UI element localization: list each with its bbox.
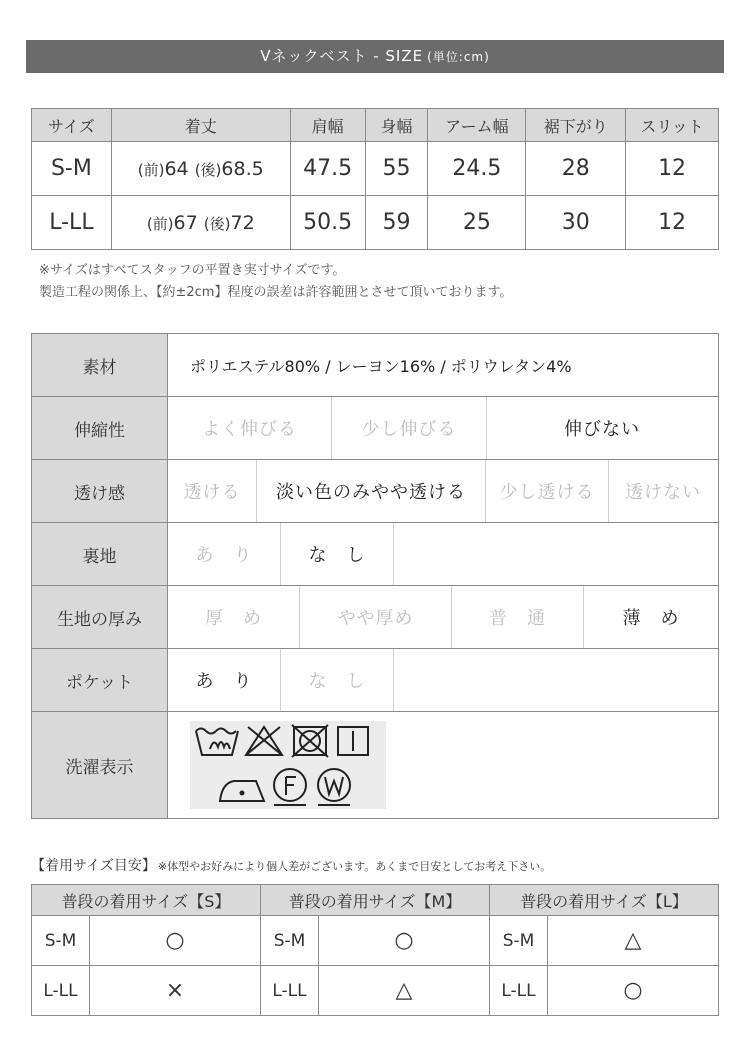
arm-cell: 24.5 xyxy=(428,142,526,196)
material-label: 素材 xyxy=(32,334,168,397)
fit-mark: ○ xyxy=(548,966,719,1016)
stretch-option-slight: 少し伸びる xyxy=(332,397,487,459)
fit-mark: × xyxy=(90,966,261,1016)
fit-mark: △ xyxy=(319,966,490,1016)
wash-row xyxy=(32,712,719,819)
thickness-label: 生地の厚み xyxy=(32,586,168,649)
pocket-cell xyxy=(168,649,719,712)
banner-unit: (単位:cm) xyxy=(427,50,490,64)
front-label: (前) xyxy=(137,160,165,179)
thickness-option-slightly-thick: やや厚め xyxy=(300,586,452,648)
lining-cell xyxy=(168,523,719,586)
fit-header-s: 普段の着用サイズ【S】 xyxy=(32,885,261,916)
fit-header-m: 普段の着用サイズ【M】 xyxy=(261,885,490,916)
size-banner xyxy=(26,40,724,73)
wash-symbols xyxy=(190,721,386,809)
body-cell: 55 xyxy=(365,142,428,196)
thickness-option-thin: 薄 め xyxy=(622,608,680,629)
fit-size: L-LL xyxy=(261,966,319,1016)
front-value: 67 xyxy=(173,211,198,234)
fit-table xyxy=(31,884,719,1016)
header-length: 着丈 xyxy=(111,109,290,142)
hem-cell: 28 xyxy=(526,142,626,196)
pocket-option-no: な し xyxy=(281,649,394,711)
header-body: 身幅 xyxy=(365,109,428,142)
fit-size: S-M xyxy=(490,916,548,966)
sheer-option-light-colors: 淡い色のみやや透ける xyxy=(257,460,486,522)
size-label: S-M xyxy=(32,142,112,196)
size-table xyxy=(31,108,719,250)
lining-label: 裏地 xyxy=(32,523,168,586)
table-row xyxy=(32,916,719,966)
slit-cell: 12 xyxy=(626,196,719,250)
sheer-label: 透け感 xyxy=(32,460,168,523)
front-label: (前) xyxy=(146,214,174,233)
pocket-row xyxy=(32,649,719,712)
note-line-2: 製造工程の関係上、【約±2cm】程度の誤差は許容範囲とさせて頂いております。 xyxy=(39,285,513,300)
sheer-cell xyxy=(168,460,719,523)
body-cell: 59 xyxy=(365,196,428,250)
lining-option-yes: あ り xyxy=(168,523,281,585)
fit-mark: △ xyxy=(548,916,719,966)
material-cell xyxy=(168,334,719,397)
fit-mark: ○ xyxy=(319,916,490,966)
sheer-option-slight: 少し透ける xyxy=(486,460,609,522)
back-value: 68.5 xyxy=(221,157,264,180)
sheer-row xyxy=(32,460,719,523)
front-value: 64 xyxy=(164,157,189,180)
table-row xyxy=(32,196,719,250)
header-shoulder: 肩幅 xyxy=(290,109,365,142)
table-row xyxy=(32,142,719,196)
sheer-option-none: 透けない xyxy=(625,482,701,503)
fit-title xyxy=(31,855,551,875)
fit-size: L-LL xyxy=(32,966,90,1016)
lining-row xyxy=(32,523,719,586)
stretch-row xyxy=(32,397,719,460)
thickness-row xyxy=(32,586,719,649)
fit-header-l: 普段の着用サイズ【L】 xyxy=(490,885,719,916)
header-arm: アーム幅 xyxy=(428,109,526,142)
size-table-header xyxy=(32,109,719,142)
material-table xyxy=(31,333,719,819)
lining-option-no: な し xyxy=(281,523,394,585)
stretch-label: 伸縮性 xyxy=(32,397,168,460)
fit-mark: ○ xyxy=(90,916,261,966)
header-size: サイズ xyxy=(32,109,112,142)
stretch-option-none: 伸びない xyxy=(564,419,640,440)
thickness-cell xyxy=(168,586,719,649)
shoulder-cell: 47.5 xyxy=(290,142,365,196)
length-cell xyxy=(111,142,290,196)
material-row xyxy=(32,334,719,397)
size-label: L-LL xyxy=(32,196,112,250)
length-cell xyxy=(111,196,290,250)
back-label: (後) xyxy=(194,160,222,179)
back-label: (後) xyxy=(203,214,231,233)
fit-size: S-M xyxy=(261,916,319,966)
arm-cell: 25 xyxy=(428,196,526,250)
wash-cell xyxy=(168,712,719,819)
header-slit: スリット xyxy=(626,109,719,142)
fit-size: L-LL xyxy=(490,966,548,1016)
thickness-option-normal: 普 通 xyxy=(452,586,584,648)
banner-title: Vネックベスト - SIZE xyxy=(260,47,424,65)
fit-size: S-M xyxy=(32,916,90,966)
back-value: 72 xyxy=(230,211,255,234)
header-hem: 裾下がり xyxy=(526,109,626,142)
fit-header xyxy=(32,885,719,916)
pocket-option-yes: あ り xyxy=(168,649,281,711)
stretch-option-high: よく伸びる xyxy=(168,397,332,459)
note-line-1: ※サイズはすべてスタッフの平置き実寸サイズです。 xyxy=(39,263,346,278)
sheer-option-sheer: 透ける xyxy=(168,460,257,522)
stretch-cell xyxy=(168,397,719,460)
hem-cell: 30 xyxy=(526,196,626,250)
thickness-option-thick: 厚 め xyxy=(168,586,300,648)
fit-title-note: ※体型やお好みにより個人差がございます。あくまで目安としてお考え下さい。 xyxy=(157,860,552,873)
table-row xyxy=(32,966,719,1016)
fit-title-text: 【着用サイズ目安】 xyxy=(31,858,156,874)
slit-cell: 12 xyxy=(626,142,719,196)
shoulder-cell: 50.5 xyxy=(290,196,365,250)
wash-label: 洗濯表示 xyxy=(32,712,168,819)
pocket-label: ポケット xyxy=(32,649,168,712)
material-value: ポリエステル80% / レーヨン16% / ポリウレタン4% xyxy=(190,356,572,376)
